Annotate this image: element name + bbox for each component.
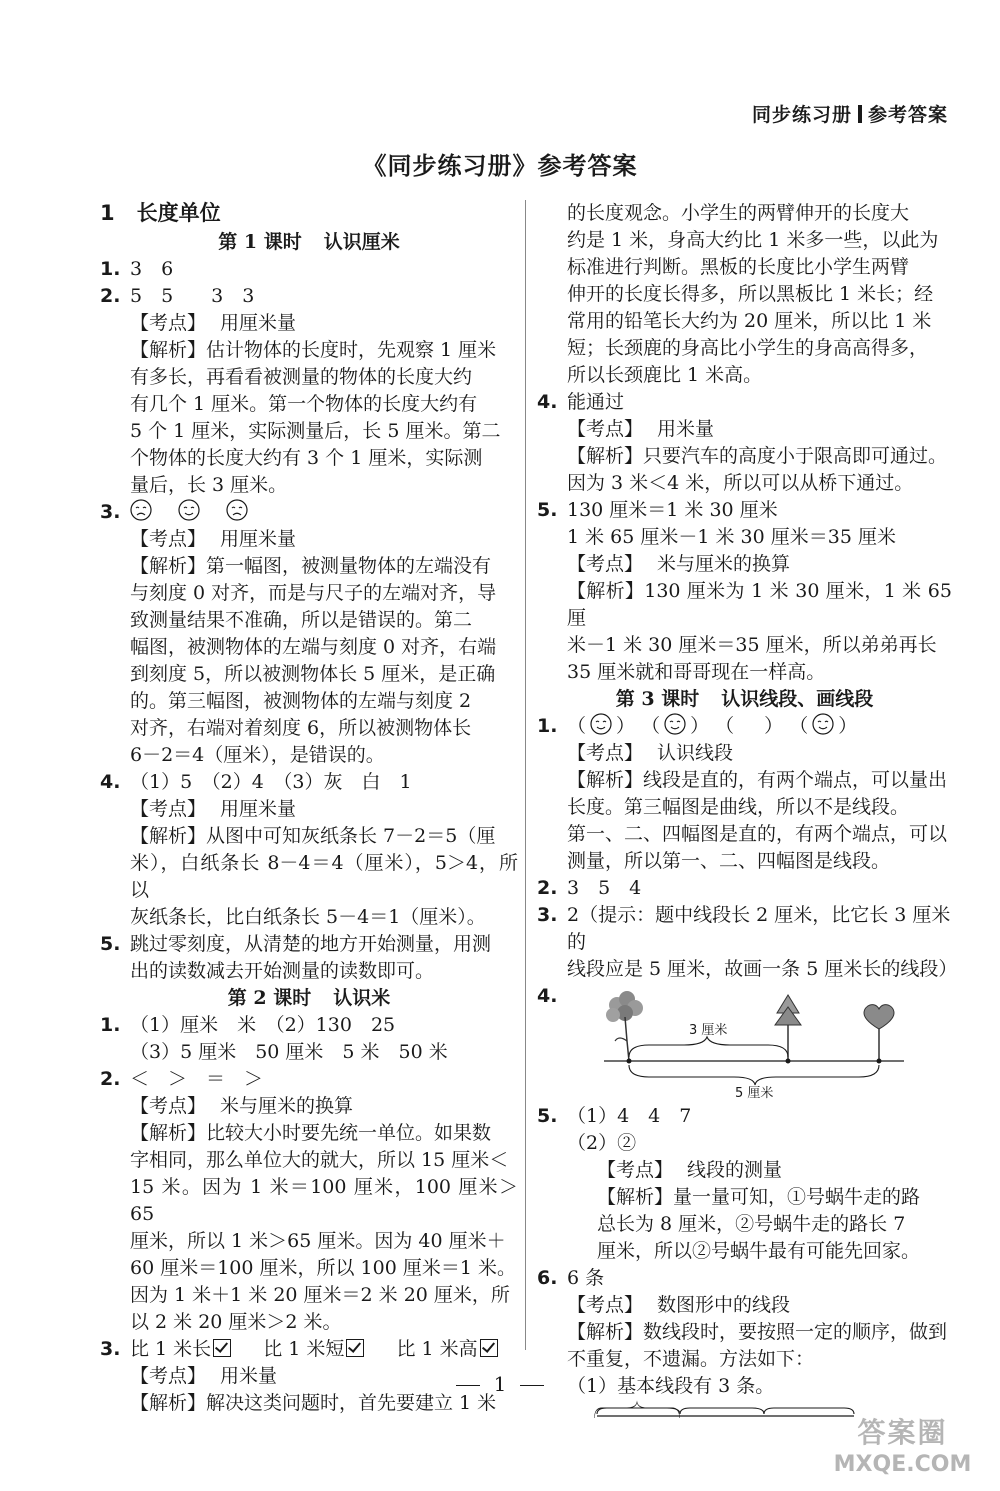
key-point [100,310,518,337]
analysis-line: 字相同，那么单位大的就大，所以 15 厘米＜ [130,1149,509,1171]
answer-line: 线段应是 5 厘米，故画一条 5 厘米长的线段） [567,958,958,980]
lesson-number: 第 1 课时 [218,231,302,253]
smile-face-icon [178,499,200,521]
lesson-number: 第 2 课时 [227,987,312,1009]
analysis-line: 对齐，右端对着刻度 6，所以被测物体长 [130,717,472,739]
analysis-line: 15 米。因为 1 米＝100 厘米，100 厘米＞65 [130,1176,518,1225]
answer-item [537,1265,952,1292]
chapter-number: 1 [100,201,115,225]
answer-line: （1）厘米 米 （2）130 25 [130,1014,396,1036]
analysis-line: 【解析】只要汽车的高度小于限高即可通过。 [567,445,948,467]
segment-diagram [589,983,919,1101]
analysis-line: 【解析】数线段时，要按照一定的顺序，做到 [567,1321,948,1343]
analysis-continued [537,200,952,389]
key-point-tag: 【考点】 [567,553,644,575]
option-shorter: 比 1 米短 [263,1338,345,1360]
answer-item [537,875,952,902]
key-point [100,796,518,823]
lesson-name: 认识米 [333,987,391,1009]
analysis [100,823,518,931]
analysis-line: 个物体的长度大约有 3 个 1 厘米，实际测 [130,447,483,469]
analysis-line: 米－1 米 30 厘米＝35 厘米，所以弟弟再长 [567,634,937,656]
answer-line: 2（提示：题中线段长 2 厘米，比它长 3 厘米的 [567,904,951,953]
answer-line: （3）5 厘米 50 厘米 5 米 50 米 [130,1041,448,1063]
heart-icon [864,1005,894,1061]
answer-item [537,389,952,416]
header-section: 参考答案 [867,104,948,126]
check-mark-icon [346,1339,364,1357]
item-number: 3. [537,904,558,926]
answer-line: （1）4 4 7 [567,1105,692,1127]
key-point-text: 用厘米量 [220,312,297,334]
right-column [537,200,958,1426]
analysis-tag: 【解析】 [567,1321,644,1343]
key-point [100,526,518,553]
key-point [537,740,952,767]
analysis-line: 的长度观念。小学生的两臂伸开的长度大 [567,202,910,224]
analysis-line: 总长为 8 厘米，②号蜗牛走的路长 7 [597,1213,906,1235]
key-point [537,1292,952,1319]
answer-line: 130 厘米＝1 米 30 厘米 [567,499,778,521]
key-point-text: 用米量 [657,418,715,440]
answer-item [100,256,518,283]
analysis-tag: 【解析】 [567,445,644,467]
running-header [752,100,948,127]
answer-text: 5 5 3 3 [130,285,255,307]
watermark-text: 答案圈 [857,1416,948,1449]
smile-face-icon [590,713,612,735]
analysis [537,767,952,875]
analysis-line: 与刻度 0 对齐，而是与尺子的左端对齐，导 [130,582,497,604]
key-point-tag: 【考点】 [130,528,207,550]
analysis-line: 因为 1 米＋1 米 20 厘米＝2 米 20 厘米，所 [130,1284,510,1306]
watermark-url: MXQE.COM [833,1452,972,1477]
answer-line: 跳过零刻度，从清楚的地方开始测量，用测 [130,933,492,955]
sad-face-icon [130,499,152,521]
analysis-line: 【解析】估计物体的长度时，先观察 1 厘米 [130,339,497,361]
item-number: 5. [537,1105,558,1127]
item-number: 6. [537,1267,558,1289]
chapter-name: 长度单位 [136,201,221,225]
analysis-line: 不重复，不遗漏。方法如下： [567,1348,815,1370]
key-point-text: 用厘米量 [220,528,297,550]
lesson-heading [537,686,952,713]
analysis-line: 常用的铅笔长大约为 20 厘米，所以比 1 米 [567,310,932,332]
analysis-line: 以 2 米 20 厘米＞2 米。 [130,1311,342,1333]
document-title: 《同步练习册》参考答案 [362,151,638,180]
item-number: 1. [100,1014,121,1036]
answer-item [100,1066,518,1093]
analysis-line: 的。第三幅图，被测物体的左端与刻度 2 [130,690,472,712]
answer-line: 1 米 65 厘米－1 米 30 厘米＝35 厘米 [567,526,896,548]
header-book-title: 同步练习册 [751,104,852,126]
key-point-tag: 【考点】 [130,1365,207,1387]
analysis-line: 致测量结果不准确，所以是错误的。第二 [130,609,473,631]
lesson-heading [100,985,518,1012]
lesson-name: 认识厘米 [323,231,400,253]
key-point-tag: 【考点】 [130,312,207,334]
item-number: 5. [537,499,558,521]
item-number: 1. [537,715,558,737]
tree-icon [775,995,801,1061]
analysis-line: 35 厘米就和哥哥现在一样高。 [567,661,826,683]
analysis [100,337,518,499]
analysis-line: （1）基本线段有 3 条。 [567,1375,775,1397]
answer-text: 3 5 4 [567,877,642,899]
key-point-text: 米与厘米的换算 [220,1095,354,1117]
analysis-line: 因为 3 米＜4 米，所以可以从桥下通过。 [567,472,914,494]
item-number: 3. [100,501,121,523]
item-number: 2. [100,1068,121,1090]
option-taller: 比 1 米高 [396,1338,478,1360]
analysis-line: 6－2＝4（厘米），是错误的。 [130,744,385,766]
smile-face-icon [812,713,834,735]
item-number: 4. [537,391,558,413]
lesson-number: 第 3 课时 [615,688,700,710]
analysis-tag: 【解析】 [130,1122,207,1144]
analysis-tag: 【解析】 [567,769,644,791]
analysis-line: 厘米，所以②号蜗牛最有可能先回家。 [597,1240,921,1262]
analysis-tag: 【解析】 [130,555,207,577]
key-point-tag: 【考点】 [567,1294,644,1316]
page-number: 1 [0,1372,1000,1396]
analysis-line: 第一、二、四幅图是直的，有两个端点，可以 [567,823,948,845]
analysis-line: 长度。第三幅图是曲线，所以不是线段。 [567,796,910,818]
item-number: 4. [537,985,558,1007]
analysis-line: 【解析】解决这类问题时，首先要建立 1 米 [130,1392,497,1414]
answer-item [537,983,952,1103]
answer-item [100,499,518,526]
answer-text: （1）5 （2）4 （3）灰 白 1 [130,771,412,793]
analysis-line: 【解析】线段是直的，有两个端点，可以量出 [567,769,948,791]
analysis-tag: 【解析】 [567,580,645,602]
analysis-line: 伸开的长度长得多，所以黑板比 1 米长；经 [567,283,934,305]
analysis [537,578,952,686]
analysis-line: 【解析】第一幅图，被测量物体的左端没有 [130,555,492,577]
flower-icon [606,991,643,1061]
answer-text: 能通过 [567,391,625,413]
key-point-text: 数图形中的线段 [657,1294,791,1316]
answer-item [537,902,958,983]
answer-item [537,1103,952,1157]
option-longer: 比 1 米长 [130,1338,212,1360]
analysis-line: 【解析】比较大小时要先统一单位。如果数 [130,1122,492,1144]
answer-line: （2）② [567,1132,637,1154]
chapter-heading [100,200,518,229]
key-point [537,1157,952,1184]
key-point-text: 用米量 [220,1365,278,1387]
check-mark-icon [480,1339,498,1357]
answer-item [537,497,952,551]
key-point-tag: 【考点】 [567,742,644,764]
column-divider [525,200,526,1350]
analysis-line: 有几个 1 厘米。第一个物体的长度大约有 [130,393,478,415]
item-number: 4. [100,771,121,793]
item-number: 2. [100,285,121,307]
check-mark-icon [213,1339,231,1357]
item-number: 1. [100,258,121,280]
analysis [537,443,952,497]
lesson-heading [100,229,518,256]
analysis-line: 标准进行判断。黑板的长度比小学生两臂 [567,256,910,278]
analysis-line: 60 厘米＝100 厘米，所以 100 厘米＝1 米。 [130,1257,516,1279]
key-point-text: 线段的测量 [687,1159,783,1181]
sad-face-icon [226,499,248,521]
smile-face-icon [664,713,686,735]
analysis-tag: 【解析】 [130,339,207,361]
analysis [537,1184,952,1265]
analysis-line: 【解析】从图中可知灰纸条长 7－2＝5（厘 [130,825,496,847]
analysis-line: 5 个 1 厘米，实际测量后，长 5 厘米。第二 [130,420,501,442]
answer-item [100,931,518,985]
analysis-tag: 【解析】 [130,1392,207,1414]
key-point-tag: 【考点】 [130,798,207,820]
analysis-line: 约是 1 米，身高大约比 1 米多一些，以此为 [567,229,939,251]
key-point [537,551,952,578]
item-number: 2. [537,877,558,899]
answer-item [100,283,518,310]
answer-item [100,1336,518,1363]
key-point-tag: 【考点】 [567,418,644,440]
analysis-line: 短；长颈鹿的身高比小学生的身高高得多， [567,337,929,359]
analysis-line: 幅图，被测物体的左端与刻度 0 对齐，右端 [130,636,497,658]
answer-item [100,769,518,796]
label-5cm: 5 厘米 [735,1086,774,1101]
analysis-line: 米），白纸条长 8－4＝4（厘米），5＞4，所以 [130,852,518,901]
key-point-tag: 【考点】 [597,1159,674,1181]
analysis-line: 量后，长 3 厘米。 [130,474,288,496]
analysis-line: 厘米，所以 1 米＞65 厘米。因为 40 厘米＋ [130,1230,506,1252]
analysis-line: 测量，所以第一、二、四幅图是线段。 [567,850,891,872]
left-column [100,200,518,1417]
analysis-line: 【解析】量一量可知，①号蜗牛走的路 [597,1186,921,1208]
analysis-line: 到刻度 5，所以被测物体长 5 厘米，是正确 [130,663,496,685]
analysis-tag: 【解析】 [130,825,207,847]
answer-text: 3 6 [130,258,174,280]
header-separator [858,105,862,123]
analysis [100,553,518,769]
key-point-text: 用厘米量 [220,798,297,820]
analysis-tag: 【解析】 [597,1186,674,1208]
answer-text: 6 条 [567,1267,605,1289]
lesson-name: 认识线段、画线段 [721,688,874,710]
analysis-line: 灰纸条长，比白纸条长 5－4＝1（厘米）。 [130,906,486,928]
item-number: 5. [100,933,121,955]
watermark-logo [815,1415,990,1485]
key-point [537,416,952,443]
answer-text: ＜ ＞ ＝ ＞ [130,1068,264,1090]
label-3cm: 3 厘米 [689,1023,728,1038]
key-point-text: 米与厘米的换算 [657,553,791,575]
item-number: 3. [100,1338,121,1360]
answer-line: 出的读数减去开始测量的读数即可。 [130,960,435,982]
analysis [100,1120,518,1336]
answer-item: 1. （ ） （ ） （ ） （ ） [537,713,952,740]
analysis-line: 有多长，再看看被测量的物体的长度大约 [130,366,473,388]
answer-item [100,1012,518,1066]
analysis-line: 所以长颈鹿比 1 米高。 [567,364,763,386]
analysis-line: 【解析】130 厘米为 1 米 30 厘米，1 米 65 厘 [567,580,952,629]
key-point [100,1093,518,1120]
key-point-tag: 【考点】 [130,1095,207,1117]
key-point-text: 认识线段 [657,742,734,764]
